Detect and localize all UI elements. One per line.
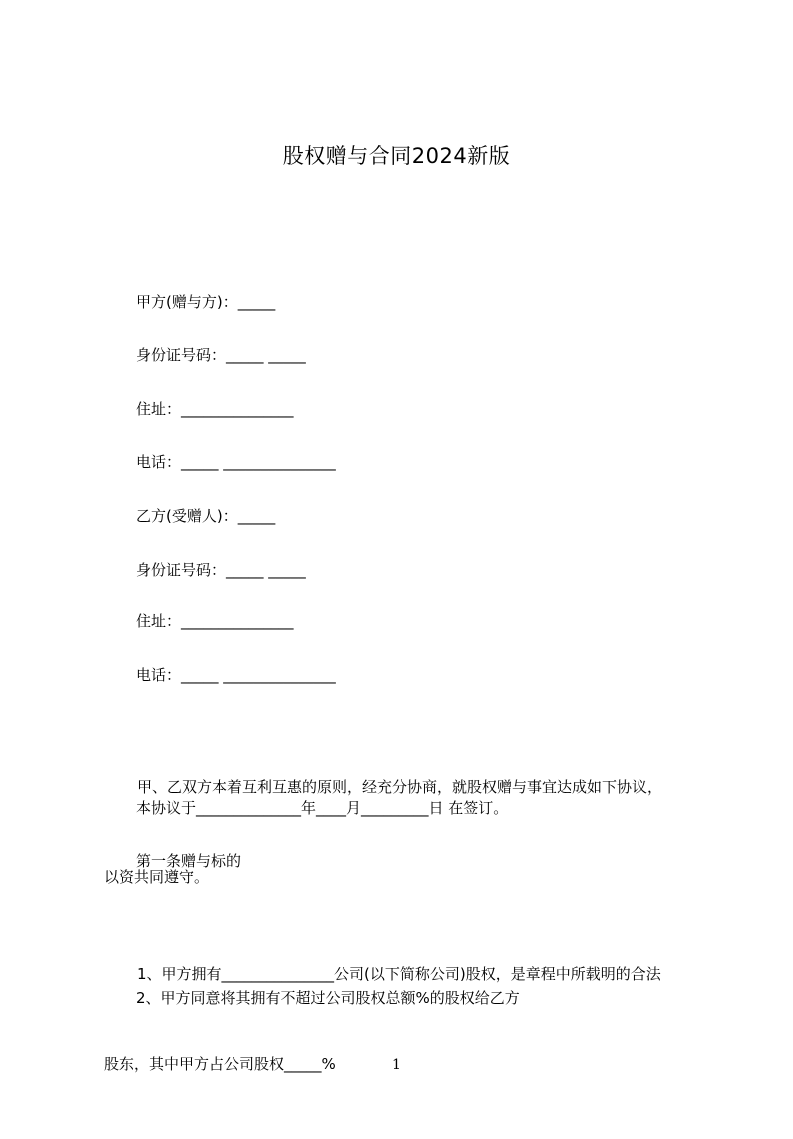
- page-number: 1: [392, 1057, 401, 1073]
- preamble-line-2: 以资共同遵守。: [104, 868, 210, 886]
- clause-1-line-2: 股东，其中甲方占公司股权_____%: [104, 1055, 336, 1073]
- party-a-phone-line: 电话：_____ _______________: [136, 453, 336, 471]
- article-1-heading: 第一条赠与标的: [136, 852, 242, 870]
- document-title: 股权赠与合同2024新版: [282, 144, 511, 168]
- party-b-id-line: 身份证号码：_____ _____: [136, 561, 306, 579]
- party-a-id-line: 身份证号码：_____ _____: [136, 346, 306, 364]
- signing-date-line: 本协议于______________年____月_________日 在签订。: [136, 799, 509, 817]
- party-a-name-line: 甲方(赠与方)：_____: [136, 293, 276, 311]
- party-b-phone-line: 电话：_____ _______________: [136, 666, 336, 684]
- clause-2-line: 2、甲方同意将其拥有不超过公司股权总额%的股权给乙方: [136, 989, 520, 1007]
- party-b-name-line: 乙方(受赠人)：_____: [136, 507, 276, 525]
- preamble-line-1: 甲、乙双方本着互利互惠的原则，经充分协商，就股权赠与事宜达成如下协议，: [137, 778, 663, 796]
- party-b-address-line: 住址：_______________: [136, 612, 294, 630]
- party-a-address-line: 住址：_______________: [136, 400, 294, 418]
- clause-1-paragraph: [104, 899, 704, 1139]
- clause-1-line-1: 1、甲方拥有_______________公司(以下简称公司)股权，是章程中所载明的合法: [137, 965, 661, 983]
